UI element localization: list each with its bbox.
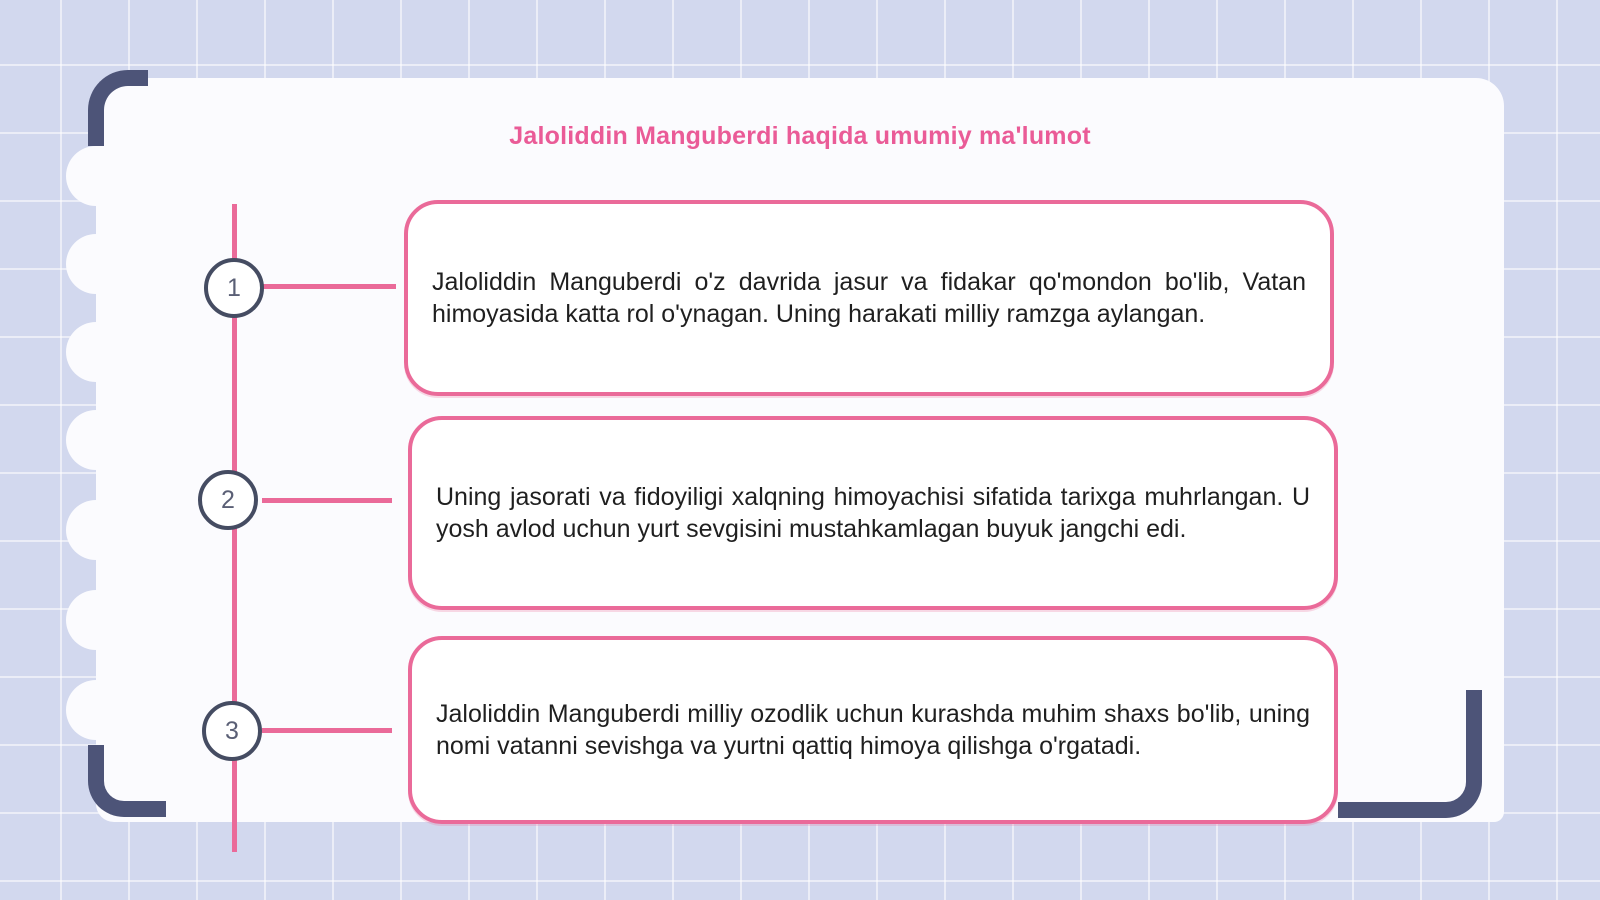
paper-scallop bbox=[66, 322, 126, 382]
timeline-connector bbox=[262, 728, 392, 733]
timeline-marker-3: 3 bbox=[202, 701, 262, 761]
corner-bracket-bottom-left bbox=[88, 745, 166, 817]
paper-scallop bbox=[66, 590, 126, 650]
timeline-marker-2: 2 bbox=[198, 470, 258, 530]
slide-title: Jaloliddin Manguberdi haqida umumiy ma'lumot bbox=[509, 122, 1091, 150]
corner-bracket-bottom-right bbox=[1338, 690, 1482, 818]
timeline-marker-1: 1 bbox=[204, 258, 264, 318]
timeline-card-3 bbox=[408, 636, 1338, 824]
timeline-connector bbox=[262, 284, 396, 289]
paper-scallop bbox=[66, 680, 126, 740]
timeline-text-1: Jaloliddin Manguberdi o'z davrida jasur va fidakar qo'mondon bo'lib, Vatan himoyasida katta rol o'ynagan. Uning harakati milliy ramzga aylangan. bbox=[432, 268, 1306, 328]
paper-scallop bbox=[66, 410, 126, 470]
paper-scallop bbox=[66, 234, 126, 294]
timeline-text-2: Uning jasorati va fidoyiligi xalqning himoyachisi sifatida tarixga muhrlangan. U yosh avlod uchun yurt sevgisini mustahkamlagan buyuk jangchi edi. bbox=[436, 483, 1310, 543]
timeline-card-2 bbox=[408, 416, 1338, 610]
timeline-card-1 bbox=[404, 200, 1334, 396]
timeline-text-3: Jaloliddin Manguberdi milliy ozodlik uchun kurashda muhim shaxs bo'lib, uning nomi vatanni sevishga va yurtni qattiq himoya qilishga o'rgatadi. bbox=[436, 700, 1310, 760]
paper-scallop bbox=[66, 146, 126, 206]
timeline-connector bbox=[262, 498, 392, 503]
paper-scallop bbox=[66, 500, 126, 560]
